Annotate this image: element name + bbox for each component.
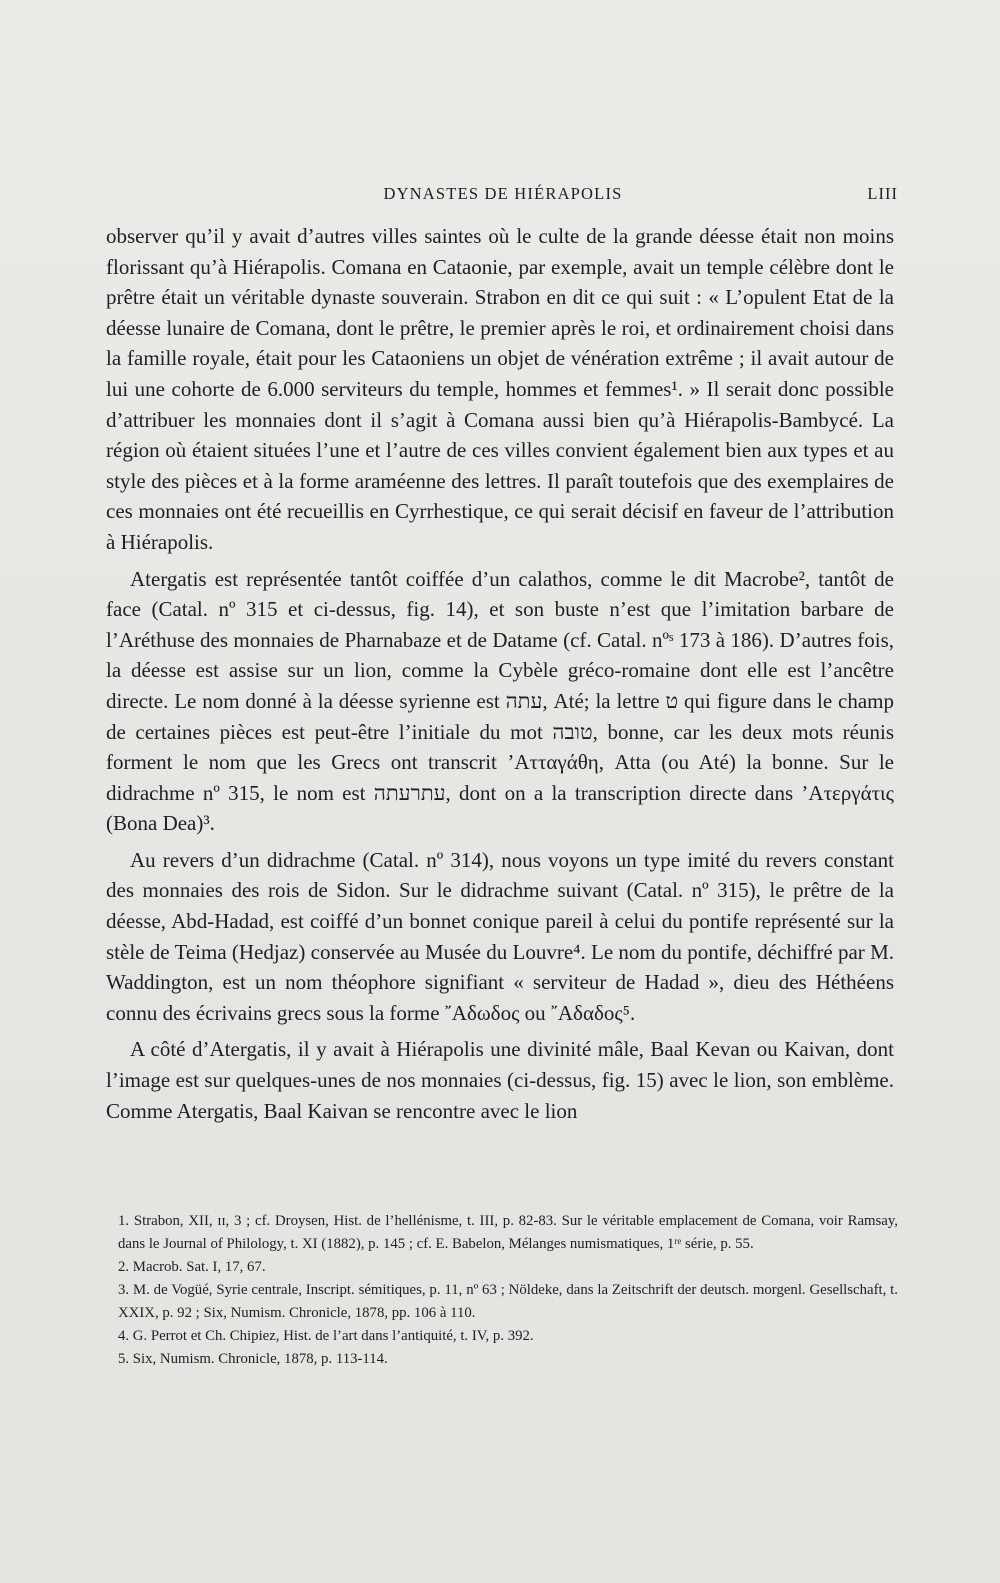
running-title: DYNASTES DE HIÉRAPOLIS xyxy=(383,184,623,203)
footnote: 1. Strabon, XII, ɪɪ, 3 ; cf. Droysen, Hist. de l’hellénisme, t. III, p. 82-83. Sur le véritable emplacement de Comana, voir Ramsay, dans le Journal of Philology, t. XI (1882), p. 145 ; cf. E. Babelon, Mélanges numismatiques, 1ʳᵉ série, p. 55. xyxy=(118,1213,898,1252)
running-header xyxy=(108,184,898,214)
main-text xyxy=(106,221,894,1126)
footnotes xyxy=(118,1210,898,1371)
paragraph: Atergatis est représentée tantôt coiffée d’un calathos, comme le dit Macrobe², tantôt de face (Catal. nº 315 et ci-dessus, fig. 14), et son buste n’est que l’imitation barbare de l’Aréthuse des monnaies de Pharnabaze et de Datame (cf. Catal. nºˢ 173 à 186). D’autres fois, la déesse est assise sur un lion, comme la Cybèle gréco-romaine dont elle est l’ancêtre directe. Le nom donné à la déesse syrienne est עתה, Até; la lettre ט qui figure dans le champ de certaines pièces est peut-être l’initiale du mot טובה, bonne, car les deux mots réunis forment le nom que les Grecs ont transcrit ’Ατταγάθη, Atta (ou Até) la bonne. Sur le didrachme nº 315, le nom est עתרעתה, dont on a la transcription directe dans ’Ατεργάτις (Bona Dea)³. xyxy=(106,566,895,836)
footnote: 2. Macrob. Sat. I, 17, 67. xyxy=(118,1259,266,1275)
paragraph: Au revers d’un didrachme (Catal. nº 314), nous voyons un type imité du revers constant des monnaies des rois de Sidon. Sur le didrachme suivant (Catal. nº 315), le prêtre de la déesse, Abd-Hadad, est coiffé d’un bonnet conique pareil à celui du pontife représenté sur la stèle de Teima (Hedjaz) conservée au Musée du Louvre⁴. Le nom du pontife, déchiffré par M. Waddington, est un nom théophore signifiant « serviteur de Hadad », dieu des Héthéens connu des écrivains grecs sous la forme ῎Αδωδος ou ῎Αδαδος⁵. xyxy=(106,847,894,1025)
page-number: LIII xyxy=(867,184,898,203)
footnote: 4. G. Perrot et Ch. Chipiez, Hist. de l’art dans l’antiquité, t. IV, p. 392. xyxy=(118,1328,534,1344)
paragraph: A côté d’Atergatis, il y avait à Hiérapolis une divinité mâle, Baal Kevan ou Kaivan, dont l’image est sur quelques-unes de nos monnaies (ci-dessus, fig. 15) avec le lion, son emblème. Comme Atergatis, Baal Kaivan se rencontre avec le lion xyxy=(106,1037,894,1123)
footnote: 5. Six, Numism. Chronicle, 1878, p. 113-114. xyxy=(118,1351,388,1367)
footnote: 3. M. de Vogüé, Syrie centrale, Inscript. sémitiques, p. 11, nº 63 ; Nöldeke, dans la Zeitschrift der deutsch. morgenl. Gesellschaft, t. XXIX, p. 92 ; Six, Numism. Chronicle, 1878, pp. 106 à 110. xyxy=(118,1282,898,1321)
paragraph: observer qu’il y avait d’autres villes saintes où le culte de la grande déesse était non moins florissant qu’à Hiérapolis. Comana en Cataonie, par exemple, avait un temple célèbre dont le prêtre était un véritable dynaste souverain. Strabon en dit ce qui suit : « L’opulent Etat de la déesse lunaire de Comana, dont le prêtre, le premier après le roi, et ordinairement choisi dans la famille royale, était pour les Cataoniens un objet de vénération extrême ; il avait autour de lui une cohorte de 6.000 serviteurs du temple, hommes et femmes¹. » Il serait donc possible d’attribuer les monnaies dont il s’agit à Comana aussi bien qu’à Hiérapolis-Bambycé. La région où étaient situées l’une et l’autre de ces villes convient également bien aux types et au style des pièces et à la forme araméenne des lettres. Il paraît toutefois que des exemplaires de ces monnaies ont été recueillis en Cyrrhestique, ce qui serait décisif en faveur de l’attribution à Hiérapolis. xyxy=(106,224,894,554)
